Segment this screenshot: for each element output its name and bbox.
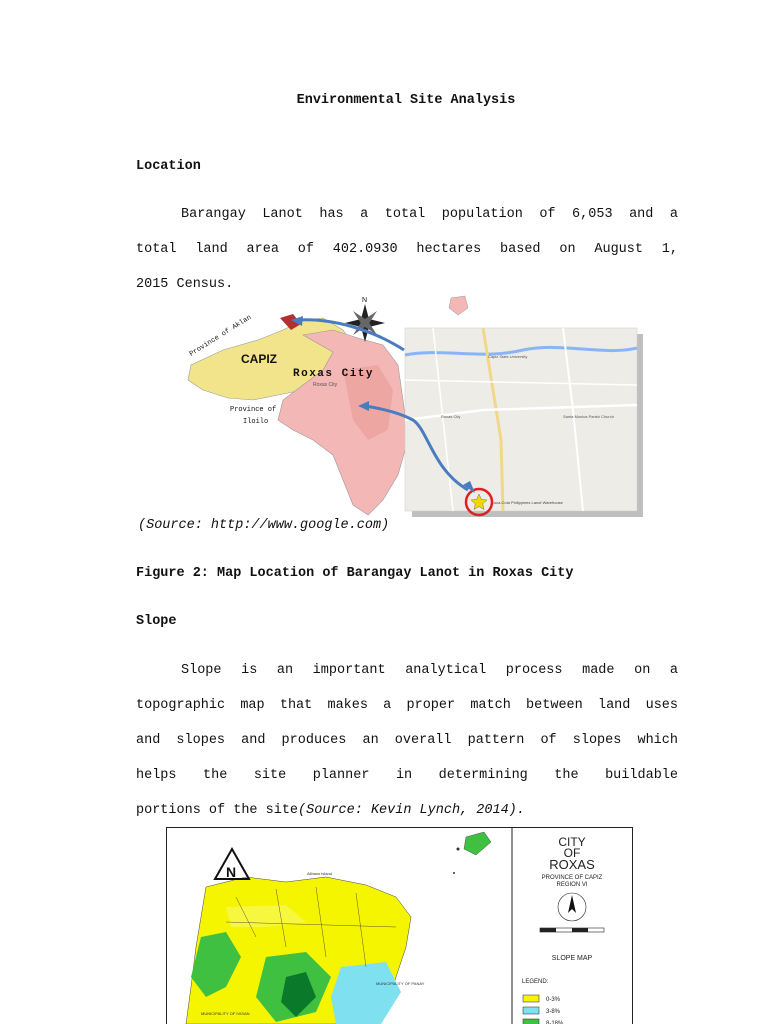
capiz-label: CAPIZ: [241, 352, 277, 366]
location-map-figure: [183, 290, 643, 518]
ivisan-label: MUNICIPALITY OF IVISAN: [201, 1011, 250, 1016]
slope-heading: Slope: [136, 614, 177, 629]
street-map-inset: [405, 328, 643, 517]
slope-paragraph: [136, 653, 678, 828]
scale-bar: [540, 928, 604, 932]
location-heading: Location: [136, 159, 201, 174]
slope-map-figure: [166, 827, 633, 1024]
roxas-city-label: Roxas City: [293, 368, 375, 380]
warehouse-label: Coca-Cola Philippines Lanot Warehouse: [491, 500, 563, 505]
city-label-1: CITY: [558, 835, 586, 849]
legend-label: 8-18%: [546, 1021, 564, 1024]
location-line-2: total land area of 402.0930 hectares based on August 1,: [136, 242, 678, 257]
street-place-1: Capiz State University: [488, 354, 528, 359]
figure-2-caption: Figure 2: Map Location of Barangay Lanot in Roxas City: [136, 566, 574, 581]
street-place-2: Roxas City: [441, 414, 461, 419]
legend-label: 0-3%: [546, 997, 561, 1003]
iloilo-label-2: Iloilo: [243, 418, 269, 426]
panay-label: MUNICIPALITY OF PANAY: [376, 981, 425, 986]
document-title: Environmental Site Analysis: [296, 93, 516, 108]
legend-label: 3-8%: [546, 1009, 561, 1015]
legend-swatch: [523, 995, 539, 1002]
city-label-3: ROXAS: [549, 857, 595, 872]
slope-line-1: Slope is an important analytical process made on a: [181, 663, 678, 678]
slope-line-5: portions of the site: [136, 803, 299, 818]
aklan-label: Province of Aklan: [188, 313, 254, 359]
city-label-2: OF: [563, 846, 581, 860]
iloilo-label-1: Province of: [230, 406, 277, 414]
legend-swatch: [523, 1007, 539, 1014]
north-label: N: [226, 864, 237, 880]
province-label: PROVINCE OF CAPIZ: [541, 875, 603, 881]
legend-swatch: [523, 1019, 539, 1024]
slope-line-4: helps the site planner in determining the buildable: [136, 768, 678, 783]
island-label: Alibaos Island: [307, 871, 332, 876]
slope-map-title: SLOPE MAP: [551, 955, 593, 962]
slope-source-citation: (Source: Kevin Lynch, 2014).: [298, 803, 525, 818]
legend-heading: LEGEND:: [522, 979, 549, 985]
slope-line-3: and slopes and produces an overall pattern of slopes which: [136, 733, 678, 748]
slope-line-2: topographic map that makes a proper match between land uses: [136, 698, 678, 713]
location-line-3: 2015 Census.: [136, 277, 234, 292]
island-shape: [449, 296, 468, 315]
street-place-3: Santa Monica Parish Church: [563, 414, 614, 419]
figure-source: (Source: http://www.google.com): [138, 518, 390, 533]
location-line-1: Barangay Lanot has a total population of 6,053 and a: [181, 207, 678, 222]
region-label: REGION VI: [556, 882, 588, 888]
roxas-city-small-label: Roxas City: [313, 382, 338, 388]
compass-n-label: N: [362, 297, 368, 304]
location-paragraph: [136, 197, 678, 302]
